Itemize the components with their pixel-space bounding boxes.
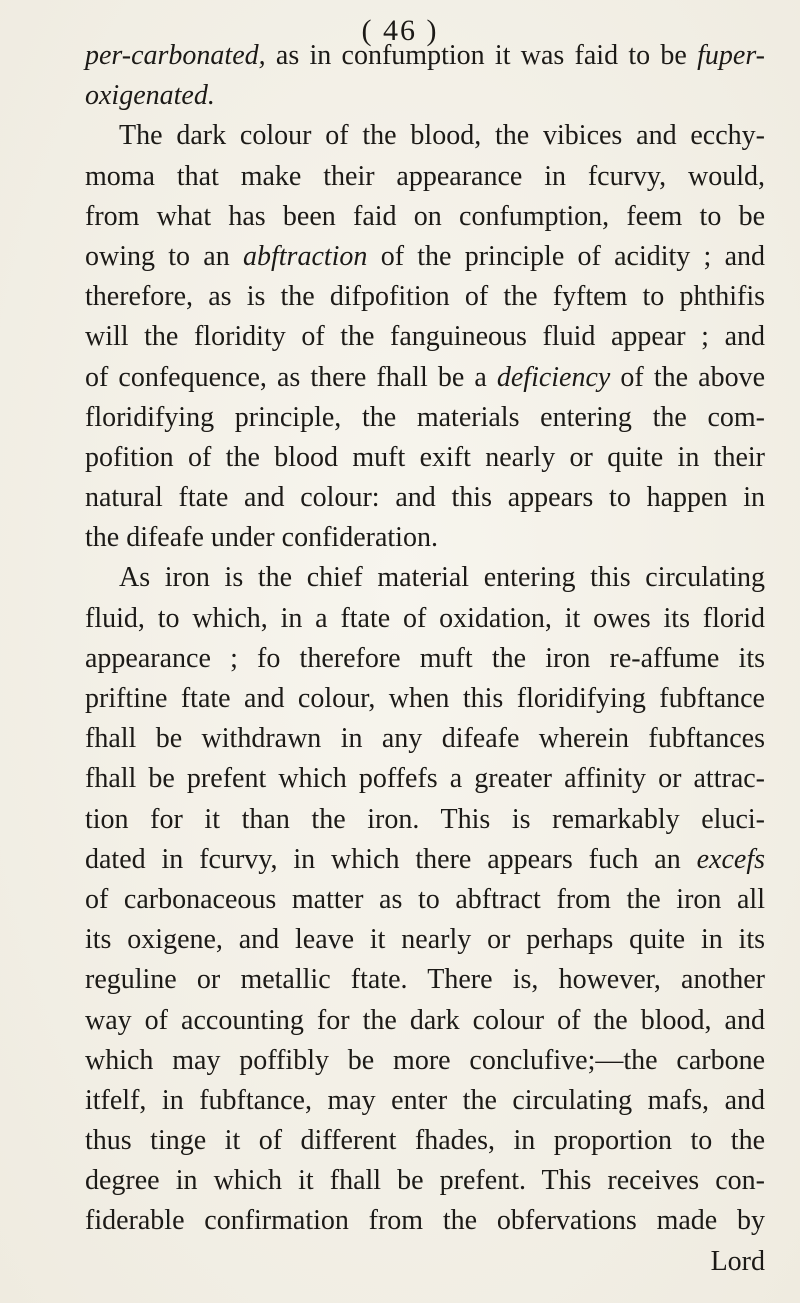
italic-text-segment: per-carbonated, xyxy=(85,40,266,71)
text-segment: reguline or metallic ftate. There is, however, another xyxy=(85,964,765,996)
text-segment: thus tinge it of different fhades, in proportion to the xyxy=(85,1125,765,1157)
text-segment: which may poffibly be more conclufive;—the carbone xyxy=(85,1044,765,1076)
text-segment: its oxigene, and leave it nearly or perhaps quite in its xyxy=(85,924,765,956)
text-segment: itfelf, in fubftance, may enter the circulating mafs, and xyxy=(85,1084,765,1116)
text-line xyxy=(85,679,765,719)
text-segment: fiderable confirmation from the obfervations made by xyxy=(85,1205,765,1237)
text-line xyxy=(85,36,765,76)
text-line xyxy=(85,116,765,156)
italic-text-segment: fuper- xyxy=(697,40,765,71)
text-line xyxy=(85,317,765,357)
text-line xyxy=(85,599,765,639)
text-segment: fhall be withdrawn in any difeafe wherein fubftances xyxy=(85,723,765,755)
text-line xyxy=(85,157,765,197)
text-segment: as in confumption it was faid to be xyxy=(265,40,698,71)
text-line xyxy=(85,920,765,960)
text-segment: The dark colour of the blood, the vibices and ecchy- xyxy=(119,120,765,152)
text-segment: moma that make their appearance in fcurvy, would, xyxy=(85,160,765,192)
text-line xyxy=(85,1161,765,1201)
text-segment: of the above xyxy=(610,361,765,393)
text-segment: natural ftate and colour: and this appears to happen in xyxy=(85,482,765,514)
text-line xyxy=(85,398,765,438)
text-segment: Lord xyxy=(710,1245,765,1277)
text-segment: fhall be prefent which poffefs a greater affinity or attrac- xyxy=(85,763,765,795)
text-segment: floridifying principle, the materials entering the com- xyxy=(85,401,765,433)
text-line xyxy=(85,639,765,679)
text-segment: the difeafe under confideration. xyxy=(85,522,438,554)
text-line xyxy=(85,759,765,799)
text-segment: will the floridity of the fanguineous fluid appear ; and xyxy=(85,321,765,353)
text-segment: appearance ; fo therefore muft the iron re-affume its xyxy=(85,642,765,674)
text-segment: priftine ftate and colour, when this floridifying fubftance xyxy=(85,683,765,714)
text-line xyxy=(85,438,765,478)
text-segment: of confequence, as there fhall be a xyxy=(85,361,497,393)
body-text xyxy=(85,36,765,1282)
text-line xyxy=(85,1121,765,1161)
text-line xyxy=(85,800,765,840)
text-line xyxy=(85,76,765,116)
text-line xyxy=(85,840,765,880)
text-line xyxy=(85,518,765,558)
italic-text-segment: deficiency xyxy=(496,361,611,393)
text-segment: therefore, as is the difpofition of the fyftem to phthifis xyxy=(85,281,765,313)
text-segment: degree in which it fhall be prefent. This receives con- xyxy=(85,1165,765,1197)
text-line xyxy=(85,880,765,920)
text-segment: As iron is the chief material entering this circulating xyxy=(119,562,765,594)
text-segment: pofition of the blood muft exift nearly or quite in their xyxy=(85,441,765,473)
text-line xyxy=(85,719,765,759)
text-segment: tion for it than the iron. This is remarkably eluci- xyxy=(85,803,765,835)
text-line xyxy=(85,1081,765,1121)
text-segment: fluid, to which, in a ftate of oxidation, it owes its florid xyxy=(85,602,765,634)
italic-text-segment: excefs xyxy=(696,843,765,875)
text-line xyxy=(85,1001,765,1041)
text-segment: from what has been faid on confumption, feem to be xyxy=(85,200,765,232)
text-line xyxy=(85,358,765,398)
text-line xyxy=(85,197,765,237)
text-segment: of carbonaceous matter as to abftract from the iron all xyxy=(85,883,765,915)
text-line xyxy=(85,237,765,277)
text-segment: way of accounting for the dark colour of the blood, and xyxy=(85,1004,765,1036)
text-segment: owing to an xyxy=(85,240,243,272)
text-line xyxy=(85,960,765,1000)
text-line xyxy=(85,478,765,518)
text-segment: dated in fcurvy, in which there appears fuch an xyxy=(85,843,697,875)
text-line xyxy=(85,1201,765,1241)
text-line xyxy=(85,1041,765,1081)
text-line xyxy=(85,1242,765,1282)
text-segment: of the principle of acidity ; and xyxy=(367,240,765,272)
italic-text-segment: abftraction xyxy=(242,240,368,272)
page-number: ( 46 ) xyxy=(361,14,439,47)
italic-text-segment: oxigenated. xyxy=(85,80,215,112)
text-line xyxy=(85,558,765,598)
text-line xyxy=(85,277,765,317)
